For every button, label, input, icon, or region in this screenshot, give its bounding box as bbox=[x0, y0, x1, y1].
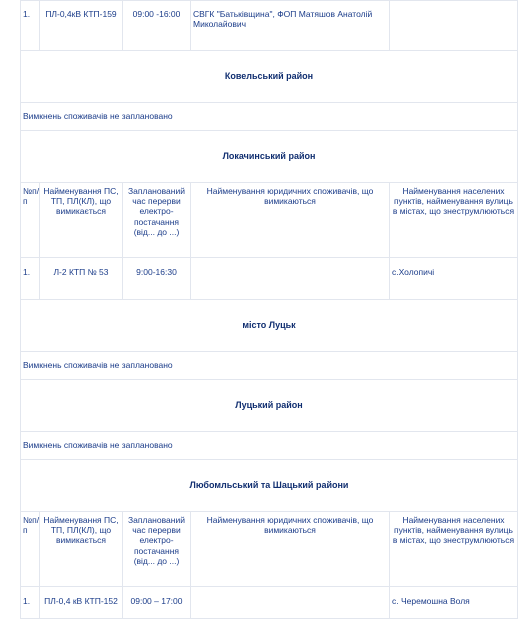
object-name: ПЛ-0,4кВ КТП-159 bbox=[40, 1, 123, 51]
header-number: №п/п bbox=[21, 183, 40, 258]
table-row bbox=[21, 587, 518, 619]
consumers-list: СВГК "Батьківщина", ФОП Матяшов Анатолій Миколайович bbox=[191, 1, 390, 51]
no-outages-note: Вимкнень споживачів не заплановано bbox=[21, 432, 518, 460]
district-heading-row bbox=[21, 460, 518, 512]
note-row bbox=[21, 103, 518, 131]
row-number: 1. bbox=[21, 587, 40, 619]
note-row bbox=[21, 432, 518, 460]
no-outages-note: Вимкнень споживачів не заплановано bbox=[21, 103, 518, 131]
row-number: 1. bbox=[21, 1, 40, 51]
outage-time: 09:00 -16:00 bbox=[123, 1, 191, 51]
district-title-lutsk-district: Луцький район bbox=[21, 380, 518, 432]
district-heading-row bbox=[21, 51, 518, 103]
outage-time: 09:00 – 17:00 bbox=[123, 587, 191, 619]
table-header-row bbox=[21, 183, 518, 258]
consumers-list bbox=[191, 258, 390, 300]
district-title-lutsk-city: місто Луцьк bbox=[21, 300, 518, 352]
district-title-kovel: Ковельський район bbox=[21, 51, 518, 103]
no-outages-note: Вимкнень споживачів не заплановано bbox=[21, 352, 518, 380]
district-heading-row bbox=[21, 131, 518, 183]
outage-table bbox=[20, 0, 518, 619]
outage-time: 9:00-16:30 bbox=[123, 258, 191, 300]
table-header-row bbox=[21, 512, 518, 587]
district-title-lyubomyl-shatsk: Любомльський та Шацький райони bbox=[21, 460, 518, 512]
note-row bbox=[21, 352, 518, 380]
object-name: ПЛ-0,4 кВ КТП-152 bbox=[40, 587, 123, 619]
object-name: Л-2 КТП № 53 bbox=[40, 258, 123, 300]
places-list: с.Холопичі bbox=[390, 258, 518, 300]
header-time: Запланований час перерви електро-постачання (від... до ...) bbox=[123, 512, 191, 587]
header-object: Найменування ПС, ТП, ПЛ(КЛ), що вимикається bbox=[40, 183, 123, 258]
places-list bbox=[390, 1, 518, 51]
header-number: №п/п bbox=[21, 512, 40, 587]
places-list: с. Черемошна Воля bbox=[390, 587, 518, 619]
table-row bbox=[21, 1, 518, 51]
district-title-lokachyn: Локачинський район bbox=[21, 131, 518, 183]
row-number: 1. bbox=[21, 258, 40, 300]
header-consumers: Найменування юридичних споживачів, що вимикаються bbox=[191, 512, 390, 587]
district-heading-row bbox=[21, 380, 518, 432]
header-places: Найменування населених пунктів, найменування вулиць в містах, що знеструмлюються bbox=[390, 183, 518, 258]
consumers-list bbox=[191, 587, 390, 619]
header-consumers: Найменування юридичних споживачів, що вимикаються bbox=[191, 183, 390, 258]
outage-schedule bbox=[20, 0, 518, 619]
header-places: Найменування населених пунктів, найменування вулиць в містах, що знеструмлюються bbox=[390, 512, 518, 587]
district-heading-row bbox=[21, 300, 518, 352]
table-row bbox=[21, 258, 518, 300]
header-object: Найменування ПС, ТП, ПЛ(КЛ), що вимикається bbox=[40, 512, 123, 587]
header-time: Запланований час перерви електро-постачання (від... до ...) bbox=[123, 183, 191, 258]
